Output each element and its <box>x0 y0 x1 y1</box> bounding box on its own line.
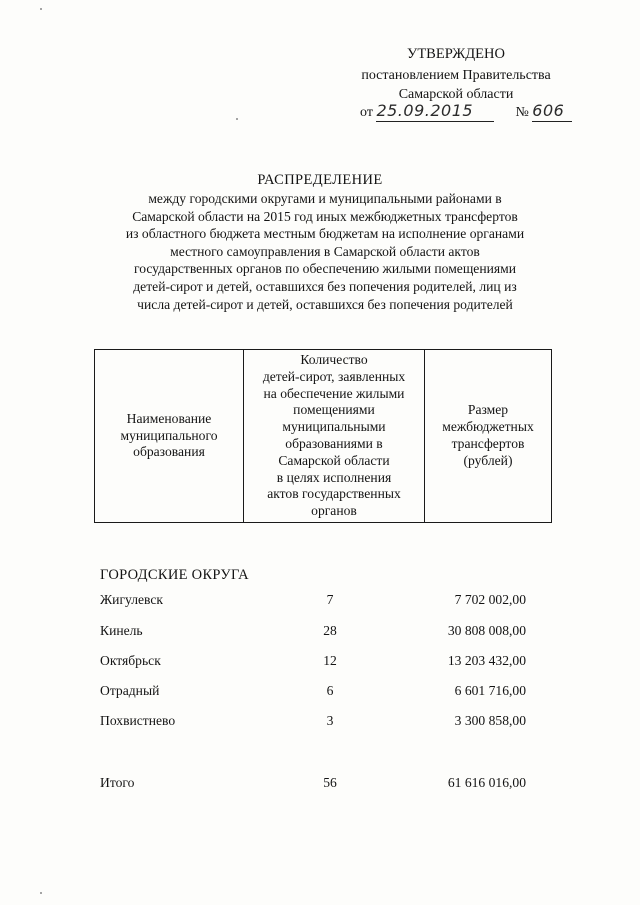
transfer-amount: 30 808 008,00 <box>447 623 526 638</box>
approval-date-line <box>360 101 572 122</box>
document-subtitle: между городскими округами и муниципальными районами в Самарской области на 2015 год иных межбюджетных трансфертов из областного бюджета местным бюджетам на исполнение органами местного самоуправления в Самарской области актов государственных органов по обеспечению жилыми помещениями детей-сирот и детей, оставшихся без попечения родителей, лиц из числа детей-сирот и детей, оставшихся без попечения родителей <box>125 191 525 312</box>
children-count: 28 <box>323 623 337 638</box>
header-transfer-amount: Размер межбюджетных трансфертов (рублей) <box>425 350 552 523</box>
scan-speck <box>40 8 42 10</box>
transfer-amount: 13 203 432,00 <box>447 653 526 668</box>
municipality-name: Октябрьск <box>100 653 161 668</box>
children-count: 12 <box>323 653 337 668</box>
transfer-amount: 7 702 002,00 <box>454 592 526 607</box>
municipality-name: Кинель <box>100 623 143 638</box>
approval-date: 25.09.2015 <box>376 101 474 120</box>
municipality-name: Отрадный <box>100 683 160 698</box>
header-municipality: Наименование муниципального образования <box>95 350 244 523</box>
table-row <box>0 713 640 731</box>
total-count: 56 <box>323 775 337 790</box>
municipality-name: Похвистнево <box>100 713 176 728</box>
children-count: 7 <box>326 592 334 607</box>
approval-region: Самарской области <box>398 87 514 102</box>
scan-speck <box>236 118 238 120</box>
transfer-amount: 3 300 858,00 <box>454 713 526 728</box>
table-row <box>0 623 640 641</box>
transfer-amount: 6 601 716,00 <box>454 683 526 698</box>
children-count: 3 <box>326 713 334 728</box>
date-prefix: от <box>360 105 373 120</box>
scan-speck <box>40 892 42 894</box>
number-prefix: № <box>515 105 529 120</box>
table-row <box>0 653 640 671</box>
table-row <box>0 683 640 701</box>
total-label: Итого <box>100 775 135 790</box>
approval-number: 606 <box>532 101 565 120</box>
document-heading: РАСПРЕДЕЛЕНИЕ <box>257 172 383 188</box>
approval-title: УТВЕРЖДЕНО <box>407 46 505 62</box>
total-row <box>0 775 640 793</box>
header-children-count: Количество детей-сирот, заявленных на обеспечение жилыми помещениями муниципальными образованиями в Самарской области в целях исполнения актов государственных органов <box>244 350 425 523</box>
municipality-name: Жигулевск <box>100 592 164 607</box>
children-count: 6 <box>326 683 334 698</box>
table-row <box>0 592 640 610</box>
approval-authority: постановлением Правительства <box>361 68 551 83</box>
total-amount: 61 616 016,00 <box>447 775 526 790</box>
distribution-table-header <box>94 349 552 523</box>
section-title: ГОРОДСКИЕ ОКРУГА <box>100 567 249 583</box>
